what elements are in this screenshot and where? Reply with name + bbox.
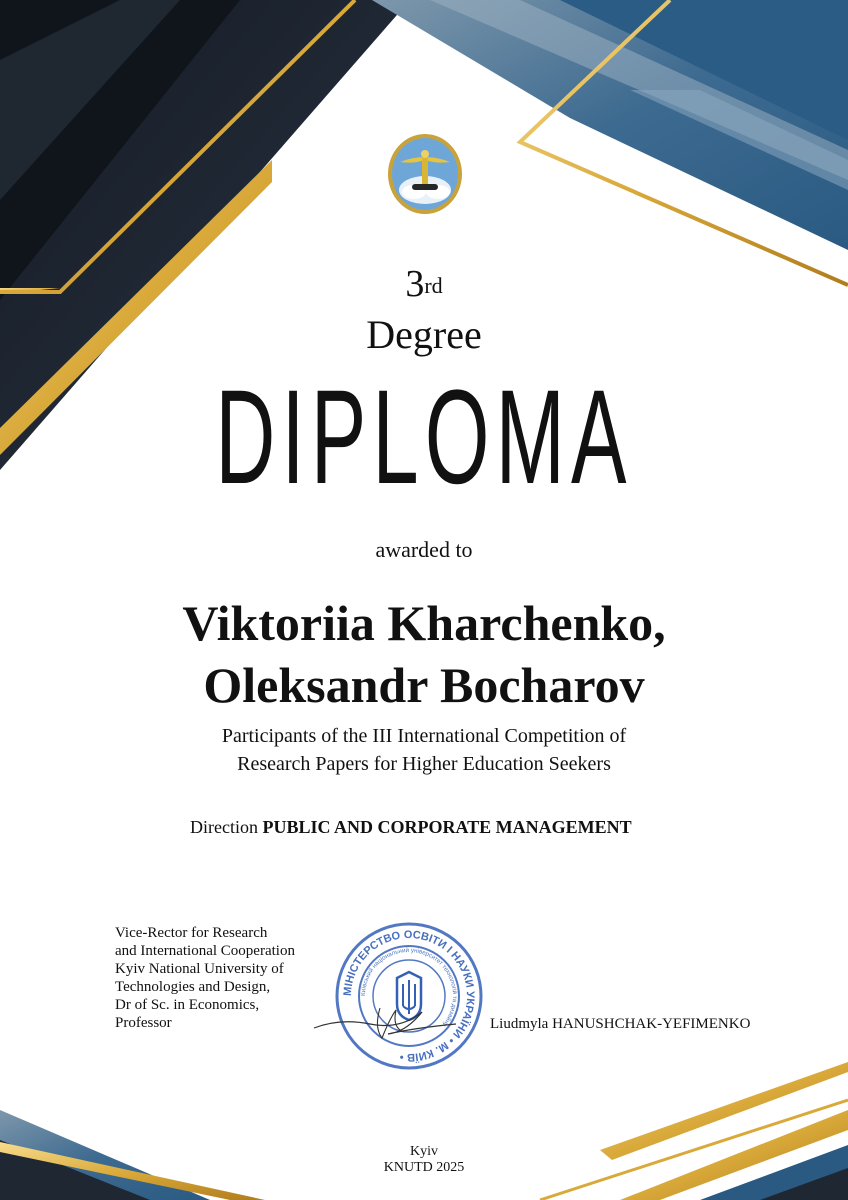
position-line: Technologies and Design, bbox=[115, 979, 271, 995]
signatory-name: Liudmyla HANUSHCHAK-YEFIMENKO bbox=[490, 1016, 751, 1032]
recipient-name: Oleksandr Bocharov bbox=[203, 657, 645, 713]
participants-line: Research Papers for Higher Education Seekers bbox=[237, 753, 611, 775]
direction-value: PUBLIC AND CORPORATE MANAGEMENT bbox=[262, 817, 632, 837]
position-line: Professor bbox=[115, 1015, 172, 1031]
participants-description bbox=[0, 722, 848, 778]
participants-line: Participants of the III International Competition of bbox=[221, 725, 627, 747]
seal-inner-text: Київський національний університет технологій та дизайну bbox=[359, 946, 459, 1028]
recipient-names bbox=[0, 592, 848, 716]
seal-ring-text: МІНІСТЕРСТВО ОСВІТИ І НАУКИ УКРАЇНИ • М. КИЇВ • bbox=[341, 928, 477, 1064]
degree-suffix: rd bbox=[424, 273, 443, 298]
direction-label: Direction bbox=[190, 817, 258, 837]
handwritten-signature-icon bbox=[310, 998, 460, 1044]
recipient-name: Viktoriia Kharchenko, bbox=[182, 595, 666, 651]
position-line: Vice-Rector for Research bbox=[115, 925, 268, 941]
footer-city: Kyiv bbox=[410, 1144, 438, 1159]
direction-line bbox=[190, 814, 830, 840]
awarded-to-text: awarded to bbox=[375, 537, 473, 562]
diploma-title: DIPLOMA bbox=[215, 363, 633, 512]
official-seal-icon bbox=[333, 920, 485, 1072]
university-emblem-icon bbox=[386, 132, 464, 216]
footer-org-year: KNUTD 2025 bbox=[383, 1160, 465, 1175]
degree-word: Degree bbox=[366, 312, 482, 357]
degree-number: 3rd bbox=[405, 263, 443, 305]
position-line: Dr of Sc. in Economics, bbox=[115, 997, 260, 1013]
position-line: Kyiv National University of bbox=[115, 961, 284, 977]
footer bbox=[0, 1144, 848, 1176]
position-line: and International Cooperation bbox=[115, 943, 295, 959]
